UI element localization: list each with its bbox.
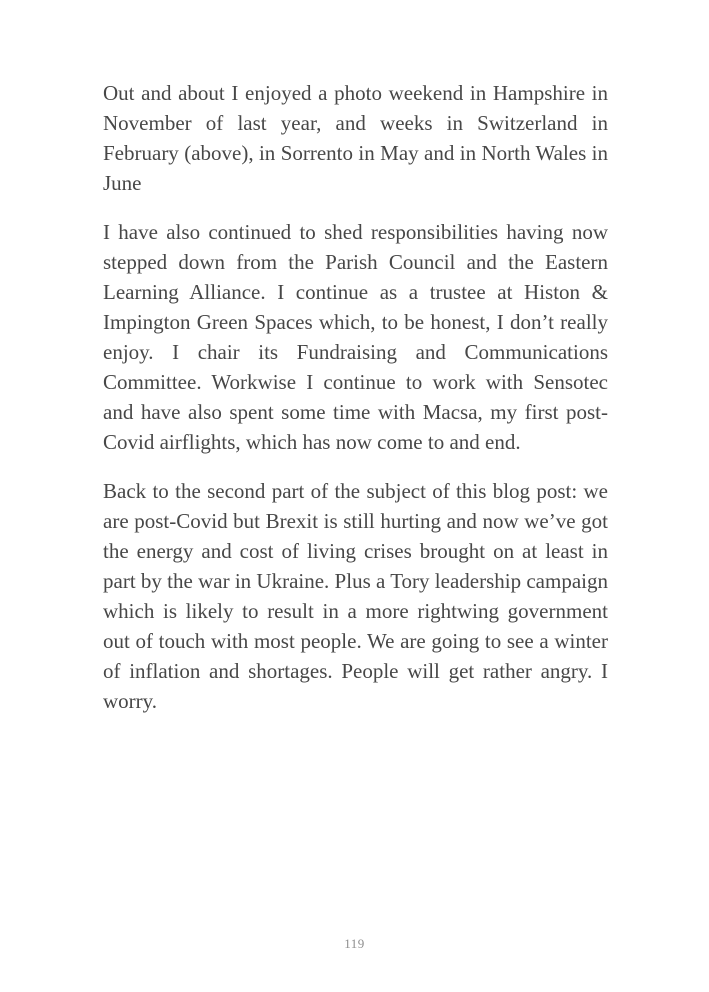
paragraph-blog-subject: Back to the second part of the subject of this blog post: we are post-Covid but Brexit is still hurting and now we’ve got the energy and cost of living crises brought on at least in part by the war in Ukraine. Plus a Tory leadership campaign which is likely to result in a more rightwing government out of touch with most people. We are going to see a winter of inflation and shortages. People will get rather angry. I worry. [103, 479, 608, 713]
paragraph-responsibilities: I have also continued to shed responsibilities having now stepped down from the Parish Council and the Eastern Learning Alliance. I continue as a trustee at Histon & Impington Green Spaces which, to be honest, I don’t really enjoy. I chair its Fundraising and Communications Committee. Workwise I continue to work with Sensotec and have also spent some time with Macsa, my first post-Covid airflights, which has now come to and end. [103, 220, 608, 454]
page-number: 119 [344, 936, 365, 951]
paragraph-travel: Out and about I enjoyed a photo weekend in Hampshire in November of last year, and weeks in Switzerland in February (above), in Sorrento in May and in North Wales in June [103, 81, 608, 195]
text-column [103, 78, 608, 716]
